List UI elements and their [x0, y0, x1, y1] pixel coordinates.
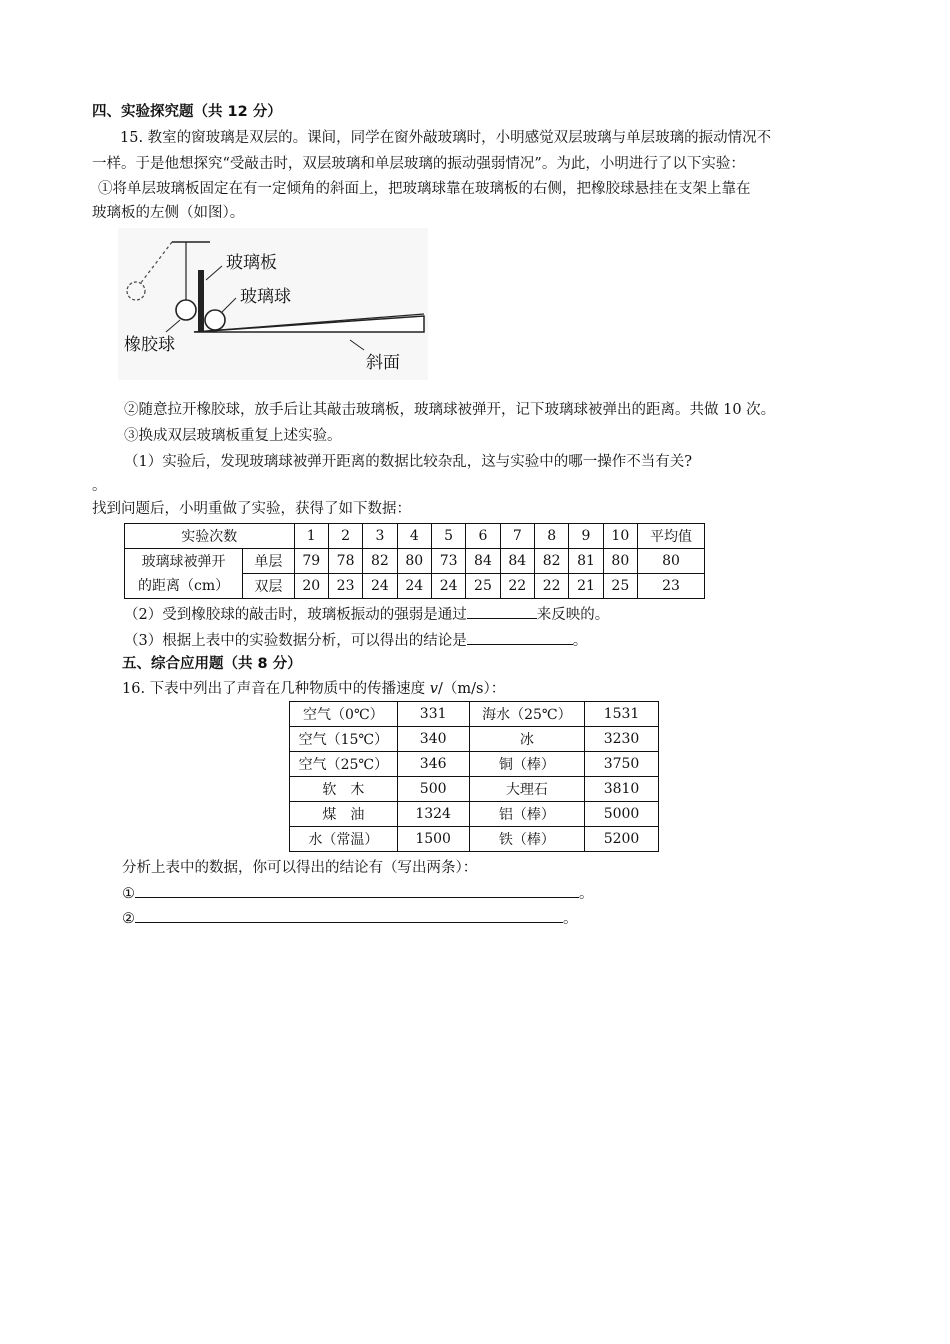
table-cell: 软 木 [290, 777, 398, 802]
table-row [290, 752, 659, 777]
answer-2-end: 。 [563, 911, 578, 927]
table-row [290, 827, 659, 852]
table-cell: 346 [397, 752, 469, 777]
table-cell: 3230 [585, 727, 659, 752]
q15-line2: 一样。于是他想探究“受敲击时，双层玻璃和单层玻璃的振动强弱情况”。为此，小明进行了以下实验： [92, 156, 745, 172]
sound-speed-table-body [290, 702, 659, 852]
sub3-text-after: 。 [572, 633, 588, 649]
q15-line1: 15. 教室的窗玻璃是双层的。课间，同学在窗外敲玻璃时，小明感觉双层玻璃与单层玻璃的振动情况不 [120, 130, 772, 146]
label-glass-ball: 玻璃球 [240, 287, 291, 307]
table-cell: 铜（棒） [469, 752, 584, 777]
experiment-figure [118, 228, 428, 380]
sub2-text: （2）受到橡胶球的敲击时，玻璃板振动的强弱是通过 [124, 607, 467, 623]
table-cell: 水（常温） [290, 827, 398, 852]
double-label: 双层 [243, 574, 294, 599]
table-cell: 84 [500, 549, 534, 574]
sub1-line2: 。 [92, 478, 107, 494]
analysis-prompt: 分析上表中的数据，你可以得出的结论有（写出两条）： [122, 860, 478, 876]
label-rubber-ball: 橡胶球 [124, 335, 175, 355]
trial-cell: 7 [500, 524, 534, 549]
table-cell: 铝（棒） [469, 802, 584, 827]
table-cell: 22 [500, 574, 534, 599]
rebound-distance-table [124, 523, 705, 599]
table-cell: 1324 [397, 802, 469, 827]
table-cell: 79 [294, 549, 328, 574]
step2: ②随意拉开橡胶球，放手后让其敲击玻璃板，玻璃球被弹开，记下玻璃球被弹出的距离。共做 10 次。 [124, 402, 776, 418]
label-slope: 斜面 [366, 353, 400, 373]
table-cell: 80 [397, 549, 431, 574]
table-row [290, 727, 659, 752]
table-row [125, 549, 705, 574]
table-cell: 73 [431, 549, 465, 574]
trial-cell: 2 [328, 524, 362, 549]
table-cell: 81 [569, 549, 603, 574]
table-cell: 大理石 [469, 777, 584, 802]
row-label-line-b: 的距离（cm） [138, 577, 230, 594]
table-cell: 空气（25℃） [290, 752, 398, 777]
table-cell: 空气（0℃） [290, 702, 398, 727]
step3: ③换成双层玻璃板重复上述实验。 [124, 428, 342, 444]
q16-stem [122, 679, 505, 699]
trial-cell: 5 [431, 524, 465, 549]
trial-cell: 6 [466, 524, 500, 549]
answer-2 [122, 908, 578, 929]
trial-cell: 3 [363, 524, 397, 549]
answer-1-mark: ① [122, 886, 135, 902]
sub3-text: （3）根据上表中的实验数据分析，可以得出的结论是 [124, 633, 467, 649]
sound-speed-table [289, 701, 659, 852]
table-cell: 22 [534, 574, 568, 599]
trial-cell: 1 [294, 524, 328, 549]
section5-title: 五、综合应用题（共 8 分） [122, 656, 302, 672]
table-intro: 找到问题后，小明重做了实验，获得了如下数据： [92, 501, 411, 517]
trial-cell: 8 [534, 524, 568, 549]
table-row [290, 802, 659, 827]
table-cell: 84 [466, 549, 500, 574]
table-cell: 空气（15℃） [290, 727, 398, 752]
table-cell: 331 [397, 702, 469, 727]
table-row [290, 777, 659, 802]
sub2-answer-blank[interactable] [467, 604, 537, 619]
table-cell: 500 [397, 777, 469, 802]
trial-cell: 10 [603, 524, 637, 549]
table-row [125, 524, 705, 549]
table-cell: 23 [328, 574, 362, 599]
table-cell: 25 [603, 574, 637, 599]
table-cell: 铁（棒） [469, 827, 584, 852]
row-label [125, 549, 243, 599]
table-cell: 82 [534, 549, 568, 574]
table-cell: 海水（25℃） [469, 702, 584, 727]
table-cell: 1500 [397, 827, 469, 852]
table-cell: 21 [569, 574, 603, 599]
table-row [290, 702, 659, 727]
trial-cell: 9 [569, 524, 603, 549]
table-cell: 82 [363, 549, 397, 574]
table-cell: 78 [328, 549, 362, 574]
answer-1-end: 。 [579, 886, 594, 902]
answer-1-blank[interactable] [135, 883, 579, 898]
section4-title: 四、实验探究题（共 12 分） [92, 104, 282, 120]
table-cell: 3810 [585, 777, 659, 802]
table-cell: 24 [397, 574, 431, 599]
row-label-line-a: 玻璃球被弹开 [141, 553, 226, 570]
sub1-line1: （1）实验后，发现玻璃球被弹开距离的数据比较杂乱，这与实验中的哪一操作不当有关? [124, 454, 692, 470]
sub2-text-after: 来反映的。 [536, 607, 610, 623]
table-cell: 25 [466, 574, 500, 599]
trial-cell: 4 [397, 524, 431, 549]
label-glass-plate: 玻璃板 [226, 253, 277, 273]
answer-1 [122, 883, 594, 904]
step1-line1: ①将单层玻璃板固定在有一定倾角的斜面上，把玻璃球靠在玻璃板的右侧，把橡胶球悬挂在支架上靠在 [98, 181, 751, 197]
step1-line2: 玻璃板的左侧（如图）。 [92, 205, 245, 221]
answer-2-blank[interactable] [135, 908, 563, 923]
table-cell: 24 [431, 574, 465, 599]
table-cell: 20 [294, 574, 328, 599]
header-average: 平均值 [638, 524, 705, 549]
header-trials: 实验次数 [125, 524, 295, 549]
sub2 [124, 604, 609, 625]
table-cell: 340 [397, 727, 469, 752]
table-cell: 5200 [585, 827, 659, 852]
q16-variable: v [429, 681, 438, 697]
q16-text: 16. 下表中列出了声音在几种物质中的传播速度 [122, 681, 430, 697]
table-cell: 煤 油 [290, 802, 398, 827]
table-cell: 5000 [585, 802, 659, 827]
sub3-answer-blank[interactable] [467, 630, 573, 645]
table-cell: 冰 [469, 727, 584, 752]
sub3 [124, 630, 587, 651]
table-cell: 3750 [585, 752, 659, 777]
table-cell: 24 [363, 574, 397, 599]
table-cell: 1531 [585, 702, 659, 727]
double-average: 23 [638, 574, 705, 599]
q16-unit: /（m/s）： [437, 681, 506, 697]
single-label: 单层 [243, 549, 294, 574]
table-cell: 80 [603, 549, 637, 574]
answer-2-mark: ② [122, 911, 135, 927]
single-average: 80 [638, 549, 705, 574]
